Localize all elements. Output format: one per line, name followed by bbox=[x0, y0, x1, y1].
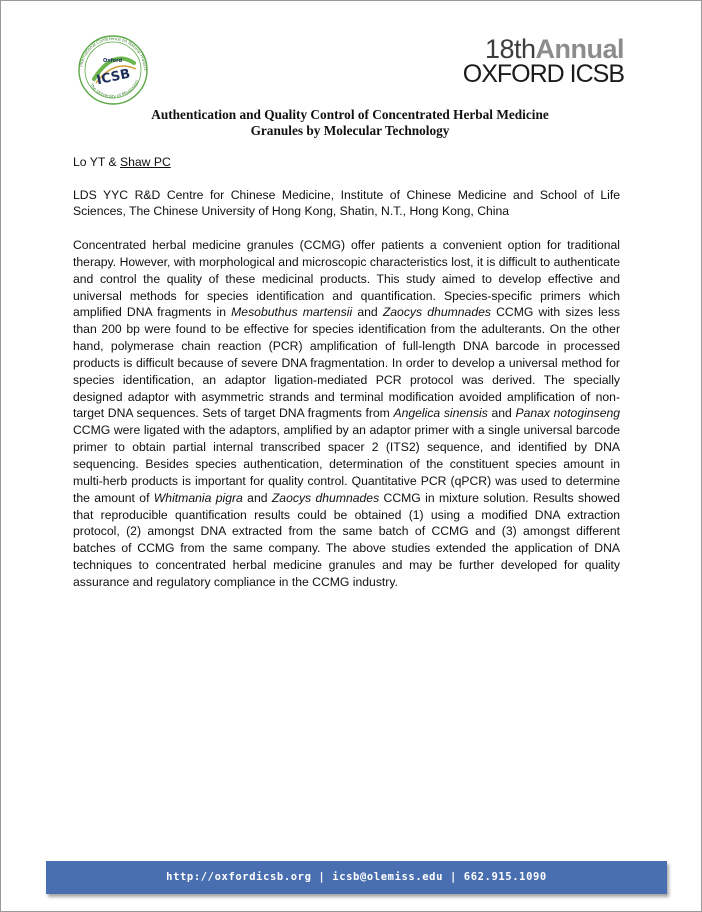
species-name: Panax notoginseng bbox=[515, 406, 621, 421]
logo-top-word: Oxford bbox=[103, 58, 123, 64]
species-name: Whitmania pigra bbox=[153, 490, 243, 505]
abstract-text: and bbox=[352, 305, 383, 320]
abstract-text: Concentrated herbal medicine granules (CCMG) offer patients a convenient option for traditional therapy. However, with morphological and microscopic characteristics lost, it is difficult to authenticate and control the quality of these medicinal products. This study aimed to develop effective and universal methods for species identification and quantification. Species-specific primers which amplified DNA fragments in bbox=[73, 238, 620, 320]
logo-center-text: ICSB bbox=[95, 66, 132, 89]
conference-annual: Annual bbox=[535, 34, 624, 64]
logo-ring-text: International Conference on Natural Product bbox=[78, 35, 149, 71]
affiliation: LDS YYC R&D Centre for Chinese Medicine, Institute of Chinese Medicine and School of Life Sciences, The Chinese University of Hong Kong, Shatin, N.T., Hong Kong, China bbox=[73, 188, 620, 218]
title-line-2: Granules by Molecular Technology bbox=[250, 123, 450, 138]
logo-bottom-text: The University of Mississippi bbox=[88, 79, 140, 99]
abstract-text: CCMG in mixture solution. Results showed that reproducible quantification results could be obtained (1) using a modified DNA extraction protocol, (2) amongst DNA extracted from the same batch of CCMG and (3) amongst different batches of CCMG from the same company. The above studies extended the application of DNA techniques to concentrated herbal medicine granules and may be further developed for quality assurance and regulatory compliance in the CCMG industry. bbox=[73, 490, 620, 589]
abstract-body bbox=[73, 237, 620, 591]
author-separator: & bbox=[105, 155, 120, 169]
icsb-logo bbox=[74, 33, 152, 105]
abstract-text: CCMG were ligated with the adaptors, amplified by an adaptor primer with a single universal barcode primer to obtain partial internal transcribed spacer 2 (ITS2) sequence, and identified by DNA sequencing. Besides species authentication, determination of the constituent species amount in multi-herb products is important for quality control. Quantitative PCR (qPCR) was used to determine the amount of bbox=[73, 423, 620, 505]
author-2-presenting: Shaw PC bbox=[119, 155, 171, 169]
conference-edition bbox=[460, 36, 624, 63]
footer-contact-bar: http://oxfordicsb.org | icsb@olemiss.edu | 662.915.1090 bbox=[46, 861, 667, 894]
authors bbox=[73, 155, 171, 170]
species-name: Zaocys dhumnades bbox=[382, 305, 491, 320]
abstract-text: and bbox=[242, 490, 272, 505]
title-line-1: Authentication and Quality Control of Concentrated Herbal Medicine bbox=[151, 107, 549, 122]
abstract-text: CCMG with sizes less than 200 bp were found to be effective for species identification from the adulterants. On the other hand, polymerase chain reaction (PCR) amplification of full-length DNA barcode in processed products is difficult because of severe DNA fragmentation. In order to develop a universal method for species identification, an adaptor ligation-mediated PCR protocol was derived. The specially designed adaptor with asymmetric strands and terminal modification avoided amplification of non-target DNA sequences. Sets of target DNA fragments from bbox=[73, 305, 620, 421]
conference-header bbox=[460, 36, 630, 87]
species-name: Zaocys dhumnades bbox=[271, 490, 380, 505]
conference-ordinal: 18th bbox=[484, 34, 536, 64]
paper-title bbox=[100, 107, 600, 139]
species-name: Mesobuthus martensii bbox=[231, 305, 353, 320]
author-1: Lo YT bbox=[73, 155, 106, 169]
species-name: Angelica sinensis bbox=[393, 406, 488, 421]
conference-name: OXFORD ICSB bbox=[462, 60, 624, 88]
abstract-text: and bbox=[487, 406, 516, 421]
